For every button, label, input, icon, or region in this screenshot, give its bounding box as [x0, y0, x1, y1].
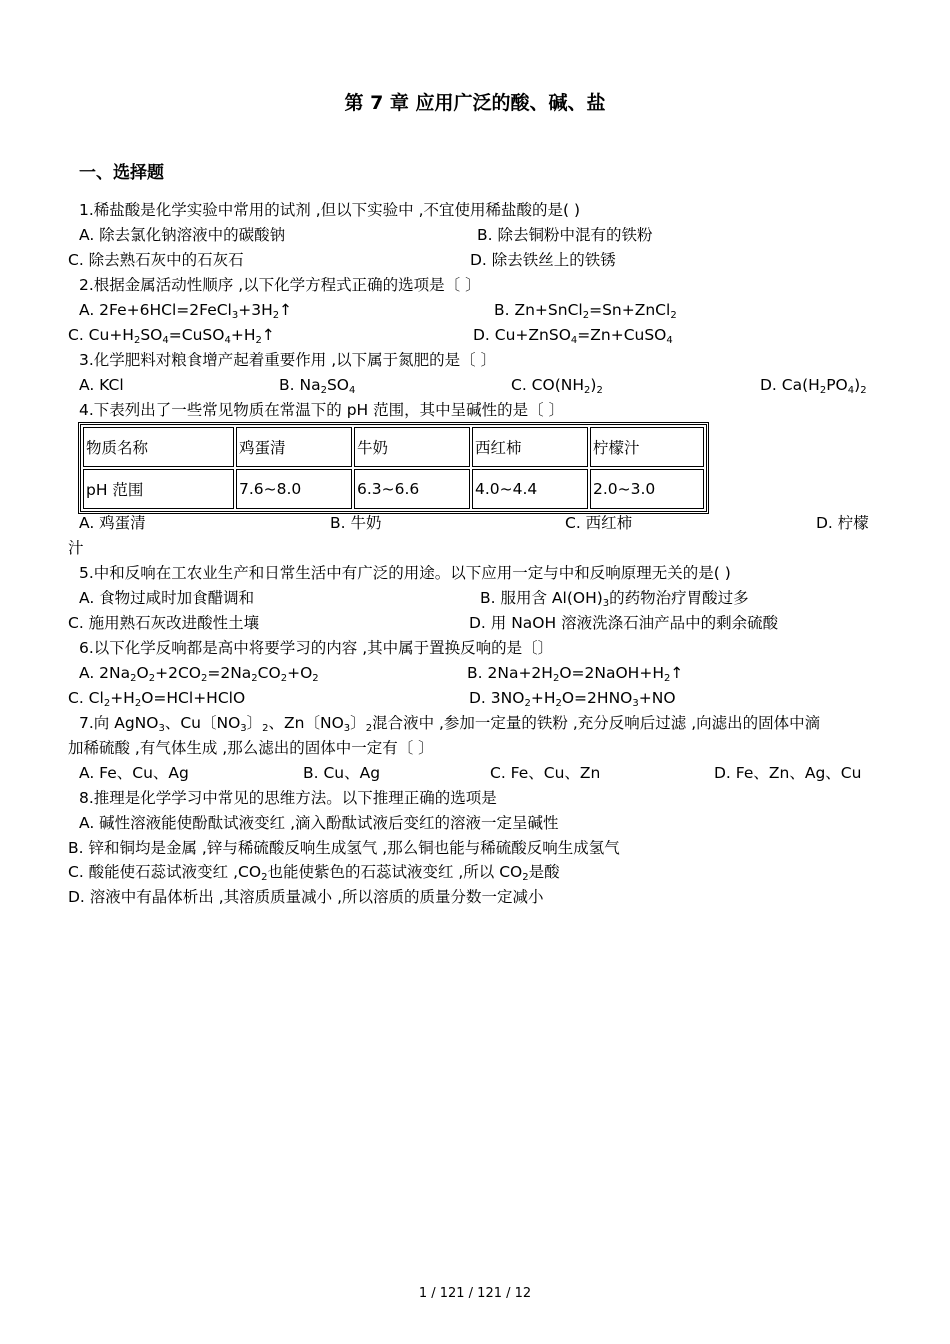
question-3-option-b: B. $Na_2SO_4$: [279, 376, 356, 396]
question-7-option-a: A. Fe、Cu、Ag: [79, 764, 189, 782]
table-header-cell: 牛奶: [354, 427, 470, 467]
question-6-option-d: D. $3NO_2+H_2O=2HNO_3+NO$: [469, 689, 676, 709]
question-1-option-b: B. 除去铜粉中混有的铁粉: [477, 226, 653, 244]
question-8-option-a: A. 碱性溶液能使酚酞试液变红 ,滴入酚酞试液后变红的溶液一定呈碱性: [79, 814, 559, 832]
question-5-option-b: B. 服用含 $Al(OH)_3$的药物治疗胃酸过多: [480, 589, 749, 609]
question-2-option-c: C. $Cu+H_2SO_4=CuSO_4+H_2↑$: [68, 326, 275, 346]
question-7-option-c: C. Fe、Cu、Zn: [490, 764, 601, 782]
question-3-stem: 3.化学肥料对粮食增产起着重要作用 ,以下属于氮肥的是〔 〕: [79, 351, 497, 369]
table-cell: 6.3~6.6: [354, 469, 470, 509]
question-4-option-c: C. 西红柿: [565, 514, 633, 532]
table-cell: 2.0~3.0: [590, 469, 704, 509]
table-row: [83, 469, 704, 509]
table-header-cell: 西红柿: [472, 427, 588, 467]
question-5-option-c: C. 施用熟石灰改进酸性土壤: [68, 614, 260, 632]
question-2-option-b: B. Zn+SnCl$_2$=Sn+ZnCl$_2$: [494, 301, 677, 321]
section-heading: 一、选择题: [79, 163, 164, 183]
question-6-option-b: B. $2Na+2H_2O=2NaOH+H_2↑$: [467, 664, 684, 684]
question-4-option-d: D. 柠檬: [816, 514, 869, 532]
question-4-option-a: A. 鸡蛋清: [79, 514, 146, 532]
question-1-option-d: D. 除去铁丝上的铁锈: [470, 251, 616, 269]
question-2-option-a: A. $2Fe+6HCl=2FeCl_3+3H_2↑$: [79, 301, 293, 321]
question-7-option-b: B. Cu、Ag: [303, 764, 381, 782]
page-title: 第 7 章 应用广泛的酸、碱、盐: [344, 92, 606, 114]
question-8-option-b: B. 锌和铜均是金属 ,锌与稀硫酸反响生成氢气 ,那么铜也能与稀硫酸反响生成氢气: [68, 839, 620, 857]
question-4-option-b: B. 牛奶: [330, 514, 382, 532]
question-4-stem: 4.下表列出了一些常见物质在常温下的 pH 范围，其中呈碱性的是〔 〕: [79, 401, 565, 419]
question-6-option-a: A. $2Na_2O_2+2CO_2=2Na_2CO_2+O_2$: [79, 664, 319, 684]
table-header-cell: 鸡蛋清: [236, 427, 352, 467]
question-7-stem-line-1: 7.向 AgNO$_3$、Cu〔$NO_3$〕$_2$、Zn〔$NO_3$〕$_2$混合液中 ,参加一定量的铁粉 ,充分反响后过滤 ,向滤出的固体中滴: [79, 714, 821, 734]
ph-table: [78, 422, 709, 514]
question-5-option-a: A. 食物过咸时加食醋调和: [79, 589, 255, 607]
question-4-option-d-wrap: 汁: [68, 539, 84, 557]
question-7-option-d: D. Fe、Zn、Ag、Cu: [714, 764, 862, 782]
question-1-option-c: C. 除去熟石灰中的石灰石: [68, 251, 244, 269]
question-7-stem-line-2: 加稀硫酸 ,有气体生成 ,那么滤出的固体中一定有〔 〕: [68, 739, 434, 757]
table-header-cell: 物质名称: [83, 427, 234, 467]
question-3-option-d: D. $Ca(H_2PO_4)_2$: [760, 376, 867, 396]
table-cell: 7.6~8.0: [236, 469, 352, 509]
question-8-stem: 8.推理是化学学习中常见的思维方法。以下推理正确的选项是: [79, 789, 497, 807]
question-2-stem: 2.根据金属活动性顺序 ,以下化学方程式正确的选项是〔 〕: [79, 276, 481, 294]
question-6-stem: 6.以下化学反响都是高中将要学习的内容 ,其中属于置换反响的是〔〕: [79, 639, 554, 657]
table-row: [83, 427, 704, 467]
table-header-cell: 柠檬汁: [590, 427, 704, 467]
question-1-option-a: A. 除去氯化钠溶液中的碳酸钠: [79, 226, 286, 244]
question-3-option-a: A. KCl: [79, 376, 124, 394]
question-5-stem: 5.中和反响在工农业生产和日常生活中有广泛的用途。以下应用一定与中和反响原理无关的是( ): [79, 564, 731, 582]
question-2-option-d: D. Cu+ZnSO$_4$=Zn+CuSO$_4$: [473, 326, 673, 346]
question-5-option-d: D. 用 NaOH 溶液洗涤石油产品中的剩余硫酸: [469, 614, 779, 632]
question-6-option-c: C. $Cl_2+H_2O=HCl+HClO$: [68, 689, 246, 709]
question-8-option-c: C. 酸能使石蕊试液变红 $,CO_2$也能使紫色的石蕊试液变红 ,所以 $CO_2$是酸: [68, 863, 560, 883]
page-footer: 1 / 121 / 121 / 12: [418, 1286, 532, 1301]
table-cell: pH 范围: [83, 469, 234, 509]
table-cell: 4.0~4.4: [472, 469, 588, 509]
question-3-option-c: C. $CO(NH_2)_2$: [511, 376, 603, 396]
question-8-option-d: D. 溶液中有晶体析出 ,其溶质质量减小 ,所以溶质的质量分数一定减小: [68, 888, 544, 906]
question-1-stem: 1.稀盐酸是化学实验中常用的试剂 ,但以下实验中 ,不宜使用稀盐酸的是( ): [79, 201, 581, 219]
